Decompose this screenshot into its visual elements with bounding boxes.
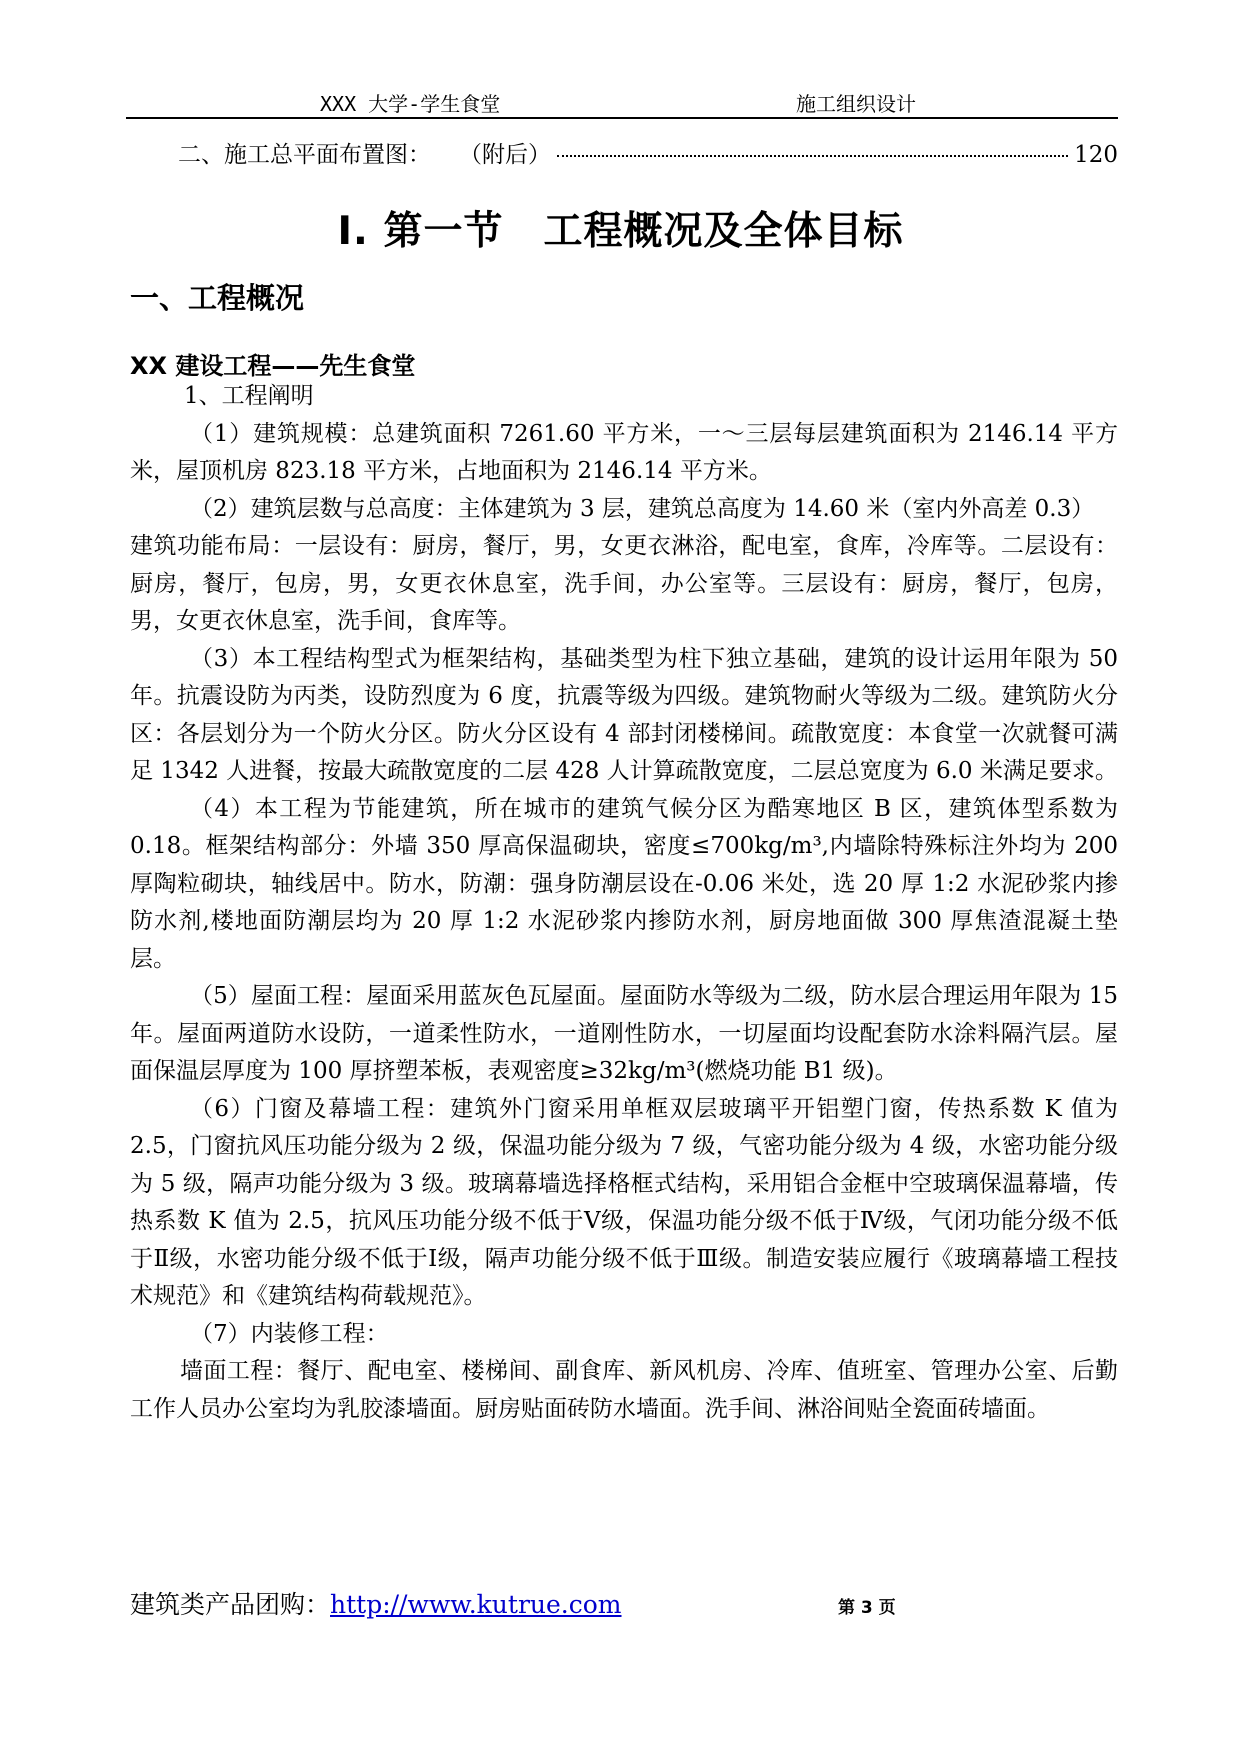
header-right: 施工组织设计 <box>796 92 916 116</box>
toc-entry-title: 二、施工总平面布置图： <box>178 142 431 168</box>
paragraph-8: （6）门窗及幕墙工程：建筑外门窗采用单框双层玻璃平开铝塑门窗，传热系数 K 值为 2.5，门窗抗风压功能分级为 2 级，保温功能分级为 7 级，气密功能分级为 4 级，水密功能分级为 5 级，隔声功能分级为 3 级。玻璃幕墙选择格框式结构，采用铝合金框中空玻璃保温幕墙，传热系数 K 值为 2.5，抗风压功能分级不低于Ⅴ级，保温功能分级不低于Ⅳ级，气闭功能分级不低于Ⅱ级，水密功能分级不低于Ⅰ级，隔声功能分级不低于Ⅲ级。制造安装应履行《玻璃幕墙工程技术规范》和《建筑结构荷载规范》。 <box>130 1095 1118 1309</box>
footer <box>130 1585 622 1621</box>
body-text <box>130 378 1118 1428</box>
paragraph-3: （2）建筑层数与总高度：主体建筑为 3 层，建筑总高度为 14.60 米（室内外高差 0.3） <box>190 495 1095 522</box>
toc-dot-leader <box>557 155 1068 157</box>
toc-entry-note: （附后） <box>459 142 551 168</box>
paragraph-4: 建筑功能布局：一层设有：厨房，餐厅，男，女更衣淋浴，配电室，食库，冷库等。二层设有：厨房，餐厅，包房，男，女更衣休息室，洗手间，办公室等。三层设有：厨房，餐厅，包房，男，女更衣休息室，洗手间，食库等。 <box>130 533 1118 634</box>
paragraph-5: （3）本工程结构型式为框架结构，基础类型为柱下独立基础，建筑的设计运用年限为 50 年。抗震设防为丙类，设防烈度为 6 度，抗震等级为四级。建筑物耐火等级为二级。建筑防火分区：各层划分为一个防火分区。防火分区设有 4 部封闭楼梯间。疏散宽度：本食堂一次就餐可满足 1342 人进餐，按最大疏散宽度的二层 428 人计算疏散宽度，二层总宽度为 6.0 米满足要求。 <box>130 645 1118 784</box>
paragraph-1: 1、工程阐明 <box>184 383 314 409</box>
toc-entry[interactable] <box>178 136 1118 169</box>
footer-label: 建筑类产品团购： <box>130 1590 331 1619</box>
section-title: I. 第一节 工程概况及全体目标 <box>337 209 904 254</box>
header-left: XXX 大学-学生食堂 <box>320 92 501 116</box>
page-number: 第 3 页 <box>838 1598 896 1618</box>
paragraph-2: （1）建筑规模：总建筑面积 7261.60 平方米，一～三层每层建筑面积为 2146.14 平方米，屋顶机房 823.18 平方米，占地面积为 2146.14 平方米。 <box>130 420 1118 484</box>
toc-entry-page: 120 <box>1074 142 1118 168</box>
header-divider <box>126 117 1118 119</box>
paragraph-7: （5）屋面工程：屋面采用蓝灰色瓦屋面。屋面防水等级为二级，防水层合理运用年限为 15 年。屋面两道防水设防，一道柔性防水，一道刚性防水，一切屋面均设配套防水涂料隔汽层。屋面保温层厚度为 100 厚挤塑苯板，表观密度≥32kg/m³(燃烧功能 B1 级)。 <box>130 983 1118 1084</box>
paragraph-9: （7）内装修工程： <box>190 1320 389 1347</box>
paragraph-10: 墙面工程：餐厅、配电室、楼梯间、副食库、新风机房、冷库、值班室、管理办公室、后勤工作人员办公室均为乳胶漆墙面。厨房贴面砖防水墙面。洗手间、淋浴间贴全瓷面砖墙面。 <box>130 1358 1118 1422</box>
paragraph-6: （4）本工程为节能建筑，所在城市的建筑气候分区为酷寒地区 B 区，建筑体型系数为 0.18。框架结构部分：外墙 350 厚高保温砌块，密度≤700kg/m³,内墙除特殊标注外均为 200 厚陶粒砌块，轴线居中。防水，防潮：强身防潮层设在-0.06 米处，选 20 厚 1:2 水泥砂浆内掺防水剂,楼地面防潮层均为 20 厚 1:2 水泥砂浆内掺防水剂，厨房地面做 300 厚焦渣混凝土垫层。 <box>130 795 1118 972</box>
footer-link[interactable]: http://www.kutrue.com <box>330 1590 622 1619</box>
heading-project-overview: 一、工程概况 <box>130 281 305 315</box>
heading-project-name: XX 建设工程——先生食堂 <box>130 352 416 380</box>
